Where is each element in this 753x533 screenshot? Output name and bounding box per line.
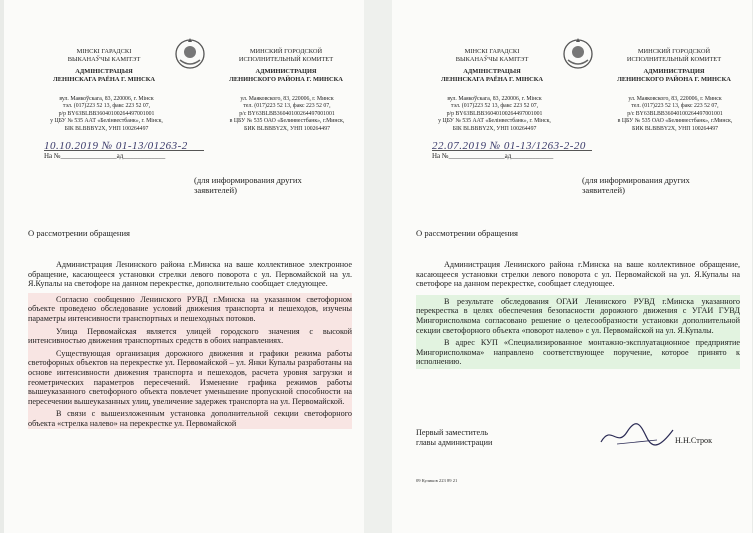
recipient-note: (для информирования других заявителей) <box>582 175 690 195</box>
coat-of-arms-icon <box>560 36 596 72</box>
signatory-name: Н.Н.Строк <box>675 436 713 445</box>
signature-title: Первый заместитель главы администрации <box>416 428 493 447</box>
letter-subject: О рассмотрении обращения <box>416 228 518 238</box>
header-belarusian: МІНСКІ ГАРАДСКІ ВЫКАНАЎЧЫ КАМІТЭТ АДМІНІСТРАЦЫЯ ЛЕНІНСКАГА РАЁНА Г. МІНСКА <box>53 48 155 83</box>
executor-footnote: 09 Куликов 223 89 21 <box>416 478 458 483</box>
address-russian: ул. Маяковского, 83, 220006, г. Минск тел. (017)223 52 13, факс 223 52 07, р/с BY63BLBB36040100264497001001 в ЦБУ № 535 ОАО «Белинвестбанк», г.Минск, БИК BLBBBY2X, УНП 100264497 <box>617 96 733 132</box>
header-belarusian: МІНСКІ ГАРАДСКІ ВЫКАНАЎЧЫ КАМІТЭТ АДМІНІСТРАЦЫЯ ЛЕНІНСКАГА РАЁНА Г. МІНСКА <box>441 48 543 83</box>
highlighted-section-red <box>28 293 352 429</box>
address-belarusian: вул. Маякоўскага, 83, 220006, г. Мінск тэл. (017)223 52 13, факс 223 52 07, р/р BY63BLBB36040100264497001001 у ЦБУ № 535 ААТ «Белінвестбанк», г. Мінск, БІК BLBBBY2X, УНП 100264497 <box>50 96 163 132</box>
handwritten-signature-icon <box>597 420 677 450</box>
highlighted-section-green <box>416 295 740 369</box>
letter-page-right <box>392 0 752 533</box>
paragraph-2: В адрес КУП «Специализированное монтажно-эксплуатационное предприятие Мингорисполкома» направлено соответствующее поручение, которое принято к исполнению. <box>416 338 740 367</box>
paragraph-2: Улица Первомайская является улицей городского значения с высокой интенсивностью движения транспортных средств в обоих направлениях. <box>28 326 352 346</box>
intro-paragraph: Администрация Ленинского района г.Минска на ваше коллективное обращение, касающееся установки стрелки левого поворота с ул. Первомайской на ул. Я.Купалы на светофоре на данном перекрестке, сообщает следующее. <box>416 260 740 289</box>
letter-page-left <box>4 0 364 533</box>
intro-paragraph: Администрация Ленинского района г.Минска на ваше коллективное электронное обращение, касающееся установки стрелки левого поворота с ул. Первомайской на ул. Я.Купалы на светофоре на данном перекрестке, дополнительно сообщает следующее. <box>28 260 352 289</box>
address-russian: ул. Маяковского, 83, 220006, г. Минск тел. (017)223 52 13, факс 223 52 07, р/с BY63BLBB36040100264497001001 в ЦБУ № 535 ОАО «Белинвестбанк», г.Минск, БИК BLBBBY2X, УНП 100264497 <box>229 96 345 132</box>
header-russian: МИНСКИЙ ГОРОДСКОЙ ИСПОЛНИТЕЛЬНЫЙ КОМИТЕТ АДМИНИСТРАЦИЯ ЛЕНИНСКОГО РАЙОНА Г. МИНСКА <box>229 48 343 83</box>
header-russian: МИНСКИЙ ГОРОДСКОЙ ИСПОЛНИТЕЛЬНЫЙ КОМИТЕТ АДМИНИСТРАЦИЯ ЛЕНИНСКОГО РАЙОНА Г. МИНСКА <box>617 48 731 83</box>
registration-number: 22.07.2019 № 01-13/1263-2-20 <box>432 140 586 152</box>
letter-subject: О рассмотрении обращения <box>28 228 130 238</box>
registration-underline <box>44 150 204 151</box>
registration-underline <box>432 150 592 151</box>
reference-number-line: На №________________ад____________ <box>44 152 166 160</box>
letter-body <box>416 260 740 369</box>
paragraph-4: В связи с вышеизложенным установка дополнительной секции светофорного объекта «стрелка налево» на перекрестке ул. Первомайской <box>28 409 352 428</box>
coat-of-arms-icon <box>172 36 208 72</box>
letter-body <box>28 260 352 429</box>
address-belarusian: вул. Маякоўскага, 83, 220006, г. Мінск тэл. (017)223 52 13, факс 223 52 07, р/р BY63BLBB36040100264497001001 у ЦБУ № 535 ААТ «Белінвестбанк», г. Мінск, БІК BLBBBY2X, УНП 100264497 <box>438 96 551 132</box>
paragraph-3: Существующая организация дорожного движения и графики режима работы светофорных объектов на перекрестке ул. Первомайской – ул. Янки Купалы разработаны на основе интенсивности движения транспорта и пешеходов, расчета уровня загрузки и геометрических параметров пересечений. Изменение графика режимов работы вышеуказанного светофорного объекта повлечет уменьшение пропускной способности на пересечении вышеуказанных улиц, увеличение задержек транспорта на ул. Первомайской. <box>28 348 352 406</box>
reference-number-line: На №________________ад____________ <box>432 152 554 160</box>
page-gap <box>364 0 392 533</box>
recipient-note: (для информирования других заявителей) <box>194 175 302 195</box>
paragraph-1: В результате обследования ОГАИ Ленинского РУВД г.Минска указанного перекрестка в целях обеспечения безопасности дорожного движения с УГАИ ГУВД Мингорисполкома согласовано решение о целесообразности установки дополнительной секции светофорного объекта «поворот налево» с ул. Первомайской на ул. Я.Купалы. <box>416 296 740 335</box>
registration-number: 10.10.2019 № 01-13/01263-2 <box>44 140 188 152</box>
paragraph-1: Согласно сообщению Ленинского РУВД г.Минска на указанном светофорном объекте проведено обследование условий движения транспорта и пешеходов, изучены параметры интенсивности транспортных и пешеходных потоков. <box>28 294 352 323</box>
